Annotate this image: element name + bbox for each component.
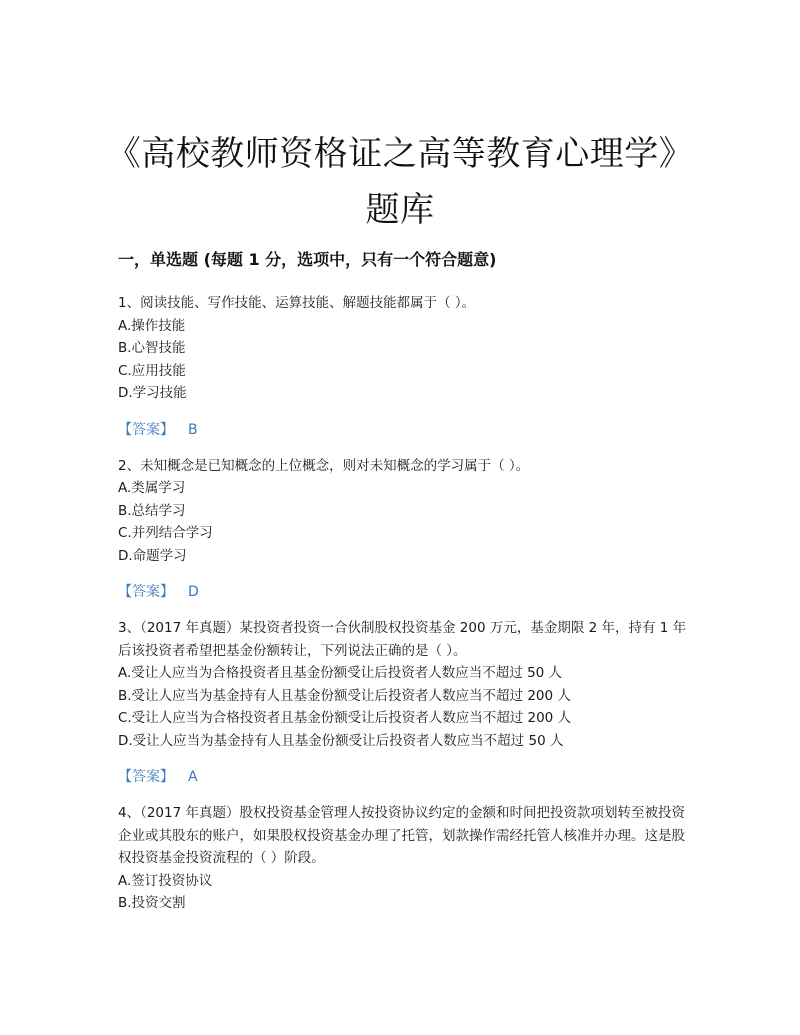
option-c: C.并列结合学习: [118, 525, 213, 541]
question-stem: 3、（2017 年真题）某投资者投资一合伙制股权投资基金 200 万元，基金期限 2 年，持有 1 年后该投资者希望把基金份额转让，下列说法正确的是（ ）。: [118, 620, 687, 659]
option-a: A.受让人应当为合格投资者且基金份额受让后投资者人数应当不超过 50 人: [118, 665, 563, 681]
question-3: [118, 617, 688, 788]
answer-label: 【答案】: [118, 769, 174, 785]
option-b: B.受让人应当为基金持有人且基金份额受让后投资者人数应当不超过 200 人: [118, 687, 571, 704]
document-title: 《高校教师资格证之高等教育心理学》题库: [106, 133, 694, 230]
answer-line: [118, 581, 688, 603]
answer-label: 【答案】: [118, 421, 174, 438]
question-2: [118, 455, 688, 604]
answer-value: D: [188, 584, 199, 600]
option-c: C.受让人应当为合格投资者且基金份额受让后投资者人数应当不超过 200 人: [118, 710, 572, 726]
option-d: D.受让人应当为基金持有人且基金份额受让后投资者人数应当不超过 50 人: [118, 732, 564, 749]
option-a: A.类属学习: [118, 480, 186, 496]
option-b: B.心智技能: [118, 340, 186, 356]
option-a: A.操作技能: [118, 317, 186, 334]
answer-label: 【答案】: [118, 584, 174, 600]
question-stem: 1、阅读技能、写作技能、运算技能、解题技能都属于（ ）。: [118, 295, 476, 311]
answer-value: A: [188, 769, 198, 785]
question-4: [118, 802, 688, 915]
option-a: A.签订投资协议: [118, 872, 213, 889]
question-stem: 2、未知概念是已知概念的上位概念，则对未知概念的学习属于（ ）。: [118, 457, 530, 474]
answer-line: [118, 766, 688, 788]
option-b: B.总结学习: [118, 502, 186, 519]
option-c: C.应用技能: [118, 362, 186, 379]
answer-value: B: [188, 421, 198, 438]
question-stem: 4、（2017 年真题）股权投资基金管理人按投资协议约定的金额和时间把投资款项划转至被投资企业或其股东的账户，如果股权投资基金办理了托管，划款操作需经托管人核准并办理。这是股权投资基金投资流程的（ ）阶段。: [118, 805, 685, 866]
option-d: D.学习技能: [118, 385, 187, 401]
option-d: D.命题学习: [118, 547, 187, 564]
section-heading: 一，单选题 (每题 1 分，选项中，只有一个符合题意): [118, 250, 497, 269]
option-b: B.投资交割: [118, 895, 186, 911]
question-list: [118, 292, 688, 915]
question-1: [118, 292, 688, 441]
answer-line: [118, 419, 688, 441]
